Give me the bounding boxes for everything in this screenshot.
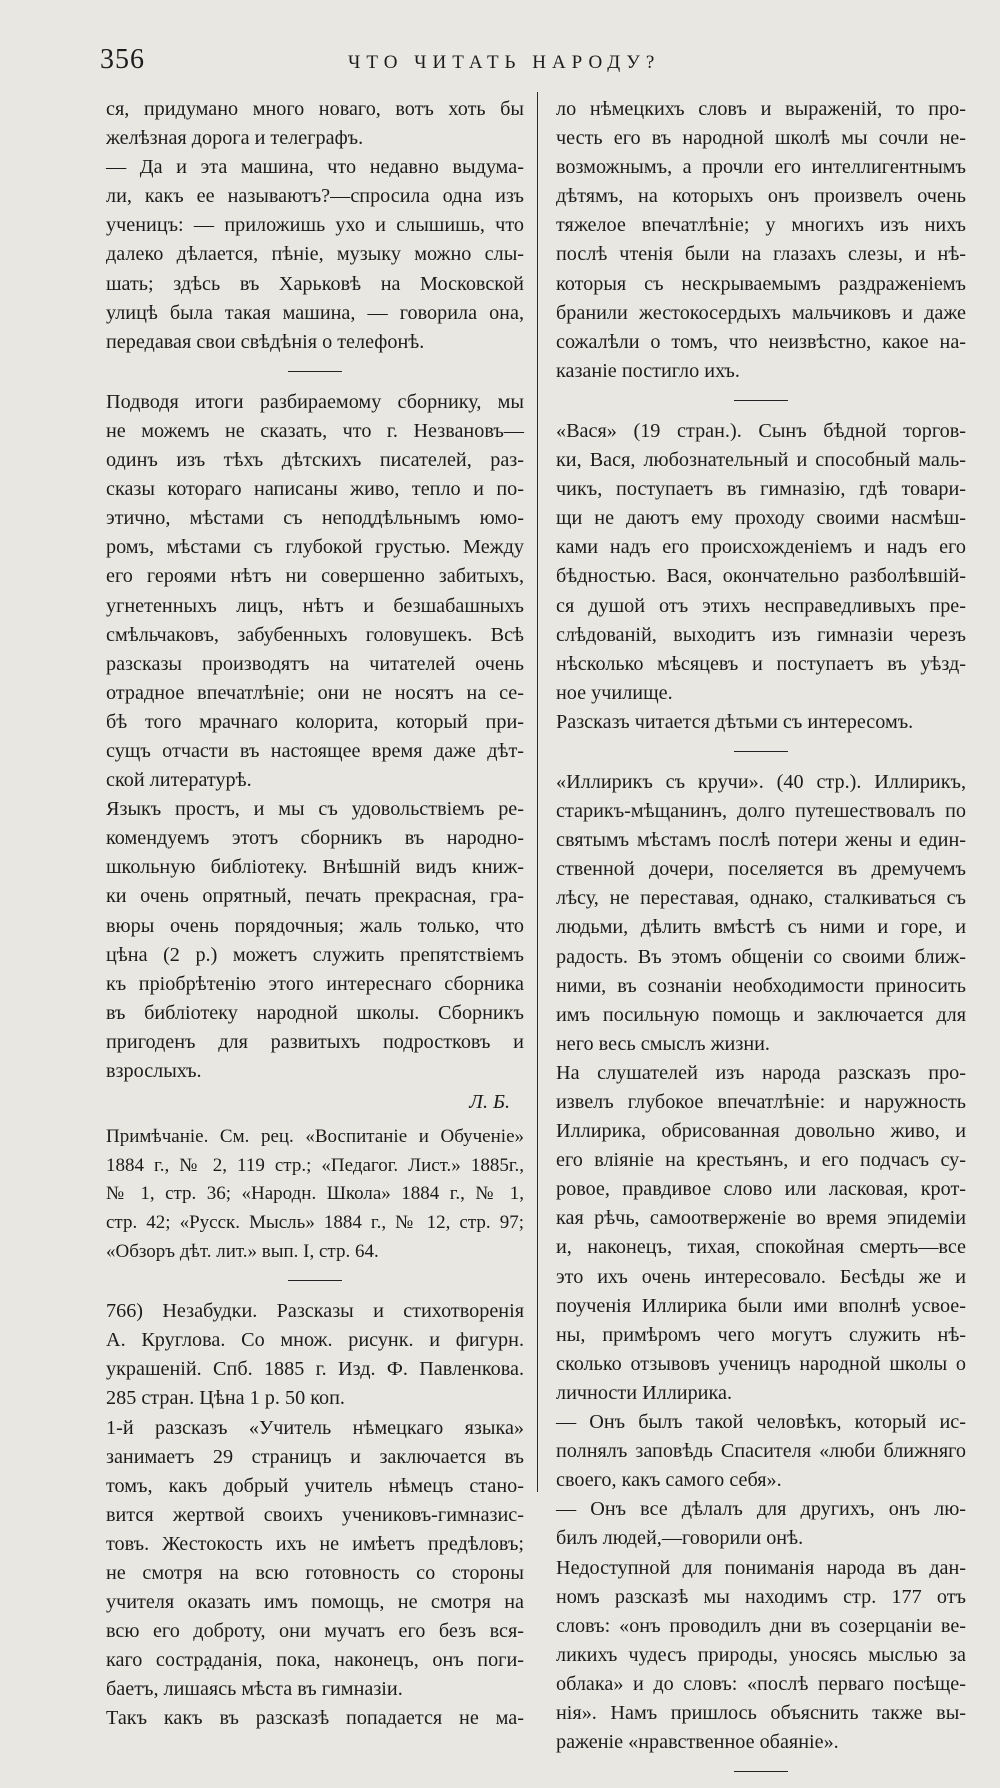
text-line: его героями нѣтъ ни совершенно забитыхъ, (106, 565, 524, 588)
text-line: сожалѣли о томъ, что неизвѣстно, какое на- (556, 330, 966, 353)
text-line: старикъ-мѣщанинъ, долго путешествовалъ по (556, 800, 966, 823)
text-line: билъ людей,—говорили онѣ. (556, 1527, 804, 1550)
text-line: взрослыхъ. (106, 1060, 202, 1082)
text-line: извелъ глубокое впечатлѣніе: и наружность (556, 1091, 966, 1113)
section-separator (734, 751, 788, 752)
text-line: улицѣ была такая машина, — говорила она, (106, 301, 524, 324)
text-line: Подводя итоги разбираемому сборнику, мы (106, 390, 524, 413)
text-line: ровое, правдивое слово или ласковая, крот- (556, 1178, 966, 1201)
text-line: бранили жестокосердыхъ мальчиковъ и даже (556, 301, 966, 324)
text-line: его вліяніе на крестьянъ, и его подчасъ су- (556, 1149, 966, 1172)
section-separator (288, 371, 342, 372)
right-column (556, 95, 966, 1788)
text-line: желѣзная дорога и телеграфъ. (106, 127, 364, 150)
text-line: «Иллирикъ съ кручи». (40 стр.). Иллирикъ, (556, 770, 966, 793)
text-line: ними, въ сознаніи необходимости приносить (556, 974, 966, 997)
text-line: ликихъ чудесъ природы, уносясь мыслью за (556, 1643, 966, 1666)
section-separator (734, 1771, 788, 1772)
text-line: каго сострạданія, пока, наконецъ, онъ поги- (106, 1649, 524, 1672)
text-line: дѣтямъ, на которыхъ онъ произвелъ очень (556, 185, 966, 208)
text-line: ное училище. (556, 681, 673, 704)
text-line: личности Иллирика. (556, 1381, 733, 1404)
text-line: этично, мѣстами съ неподдѣльнымъ юмо- (106, 507, 524, 530)
text-line: шать; здѣсь въ Харьковѣ на Московской (106, 272, 524, 295)
text-line: которыя съ нескрываемымъ раздраженіемъ (556, 272, 966, 295)
text-line: возможнымъ, а прочли его интеллигентнымъ (556, 156, 966, 179)
text-line: Разсказъ читается дѣтьми съ интересомъ. (556, 710, 914, 733)
text-line: слѣдованій, выходитъ изъ гимназіи черезъ (556, 623, 966, 646)
text-line: нія». Намъ пришлось объяснить также вы- (556, 1701, 966, 1724)
running-title: ЧТО ЧИТАТЬ НАРОДУ? (348, 52, 661, 73)
text-line: ся, придумано много новаго, вотъ хоть бы (106, 98, 524, 120)
text-line: ли, какъ ее называютъ?—спросила одна изъ (106, 185, 524, 208)
text-line: не смотря на всю готовность со стороны (106, 1562, 524, 1584)
text-line: ны, примѣромъ чего могутъ служить нѣ- (556, 1323, 966, 1346)
note-line: Примѣчаніе. См. рец. «Воспитаніе и Обученіе» (106, 1126, 524, 1148)
text-line: него весь смыслъ жизни. (556, 1032, 770, 1055)
author-signature: Л. Б. (469, 1091, 510, 1114)
text-line: поученія Иллирика были ими вполнѣ усвое- (556, 1294, 966, 1317)
note-line: № 1, стр. 36; «Народн. Школа» 1884 г., № 1, (106, 1183, 524, 1205)
text-line: Языкъ простъ, и мы съ удовольствіемъ ре- (106, 798, 524, 821)
text-line: — Да и эта машина, что недавно выдума- (106, 156, 524, 179)
text-line: Иллирика, обрисованная довольно живо, и (556, 1120, 966, 1143)
left-column (106, 95, 524, 1734)
text-line: сущъ отчасти въ настоящее время даже дѣт- (106, 739, 524, 762)
text-line: ло нѣмецкихъ словъ и выраженій, то про- (556, 98, 966, 120)
text-line: своего, какъ самого себя». (556, 1469, 782, 1492)
text-line: цѣна (2 р.) можетъ служить препятствіемъ (106, 943, 524, 966)
text-line: далеко дѣлается, пѣніе, музыку можно слы- (106, 243, 524, 266)
text-line: вюры очень порядочныя; жаль только, что (106, 914, 524, 937)
text-line: вится жертвой своихъ учениковъ-гимназис- (106, 1503, 524, 1526)
text-line: — Онъ былъ такой человѣкъ, который ис- (556, 1411, 966, 1434)
text-line: ской литературѣ. (106, 769, 252, 792)
text-line: чикъ, поступаетъ въ гимназію, гдѣ товари- (556, 478, 966, 501)
text-line: ками надъ его происхожденіемъ и надъ его (556, 536, 966, 559)
text-line: въ библіотеку народной школы. Сборникъ (106, 1001, 524, 1024)
text-line: ки очень опрятный, печать прекрасная, гра- (106, 885, 524, 908)
text-line: А. Круглова. Со множ. рисунк. и фигурн. (106, 1329, 524, 1352)
text-line: полнялъ заповѣдь Спасителя «люби ближняго (556, 1440, 966, 1463)
text-line: Такъ какъ въ разсказѣ попадается не ма- (106, 1707, 524, 1730)
section-separator (288, 1280, 342, 1281)
column-divider (537, 92, 538, 1492)
text-line: честь его въ народной школѣ мы сочли не- (556, 127, 966, 150)
text-line: передавая свои свѣдѣнія о телефонѣ. (106, 330, 425, 353)
text-line: занимаетъ 29 страницъ и заключается въ (106, 1445, 524, 1468)
text-line: ся душой отъ этихъ несправедливыхъ пре- (556, 594, 966, 617)
note-line: 1884 г., № 2, 119 стр.; «Педагог. Лист.» 1885г., (106, 1154, 524, 1176)
text-line: баетъ, лишаясь мѣста въ гимназіи. (106, 1678, 403, 1701)
text-line: облака» и до словъ: «послѣ перваго посѣще- (556, 1672, 966, 1695)
text-line: «Вася» (19 стран.). Сынъ бѣдной торгов- (556, 419, 966, 442)
text-line: радость. Въ этомъ общеніи со своими ближ- (556, 945, 966, 968)
text-line: это ихъ очень интересовало. Бесѣды же и (556, 1265, 966, 1288)
text-line: ки, Вася, любознательный и способный маль- (556, 449, 966, 472)
text-line: людьми, дѣлить вмѣстѣ съ ними и горе, и (556, 916, 966, 939)
text-line: имъ посильную помощь и заключается для (556, 1003, 966, 1026)
text-line: нѣсколько мѣсяцевъ и поступаетъ въ уѣзд- (556, 652, 966, 675)
text-line: тяжелое впечатлѣніе; у многихъ изъ нихъ (556, 214, 966, 237)
text-line: разсказы производятъ на читателей очень (106, 652, 524, 675)
text-line: пригоденъ для развитыхъ подростковъ и (106, 1030, 524, 1053)
text-line: номъ разсказѣ мы находимъ стр. 177 отъ (556, 1585, 966, 1608)
text-line: и, наконецъ, тихая, спокойная смерть—все (556, 1236, 966, 1259)
text-line: ромъ, мѣстами съ глубокой грустью. Между (106, 536, 524, 559)
text-line: бѣ того мрачнаго колорита, который при- (106, 710, 524, 733)
text-line: щи не даютъ ему проходу своими насмѣш- (556, 507, 966, 530)
text-line: угнетенныхъ лицъ, нѣтъ и безшабашныхъ (106, 594, 524, 617)
text-line: бѣдностью. Вася, окончательно разболѣвшій- (556, 565, 966, 588)
text-line: словъ: «онъ проводилъ дни въ созерцаніи ве- (556, 1614, 966, 1637)
text-line: смѣльчаковъ, забубенныхъ головушекъ. Всѣ (106, 623, 524, 646)
text-line: — Онъ все дѣлалъ для другихъ, онъ лю- (556, 1498, 966, 1521)
text-line: ственной дочери, поселяется въ дремучемъ (556, 858, 966, 881)
section-separator (734, 400, 788, 401)
text-line: украшеній. Спб. 1885 г. Изд. Ф. Павленкова. (106, 1358, 524, 1381)
text-line: учителя оказать имъ помощь, не смотря на (106, 1591, 524, 1614)
text-line: 1-й разсказъ «Учитель нѣмецкаго языка» (106, 1416, 524, 1439)
text-line: казаніе постигло ихъ. (556, 359, 740, 382)
text-line: сколько отзывовъ ученицъ народной школы о (556, 1352, 966, 1375)
text-line: сказы котораго написаны живо, тепло и по- (106, 478, 524, 501)
text-line: комендуемъ этотъ сборникъ въ народно- (106, 827, 524, 850)
text-line: Недоступной для пониманія народа въ дан- (556, 1556, 966, 1579)
note-line: стр. 42; «Русск. Мысль» 1884 г., № 12, стр. 97; (106, 1211, 524, 1233)
text-line: лѣсу, не переставая, однако, сталкиваться съ (556, 887, 966, 910)
text-line: На слушателей изъ народа разсказъ про- (556, 1061, 966, 1084)
note-line: «Обзоръ дѣт. лит.» вып. I, стр. 64. (106, 1240, 379, 1262)
text-line: товъ. Жестокость ихъ не имѣетъ предѣловъ; (106, 1532, 524, 1555)
text-line: 766) Незабудки. Разсказы и стихотворенія (106, 1300, 524, 1323)
page-number: 356 (100, 44, 145, 75)
text-line: одинъ изъ тѣхъ дѣтскихъ писателей, раз- (106, 449, 524, 472)
text-line: 285 стран. Цѣна 1 р. 50 коп. (106, 1387, 345, 1410)
text-line: раженіе «нравственное обаяніе». (556, 1731, 839, 1754)
text-line: всю его доброту, они мучатъ его безъ вся- (106, 1620, 524, 1643)
text-line: школьную библіотеку. Внѣшній видъ книж- (106, 856, 524, 879)
text-line: кая рѣчь, самоотверженіе во время эпидеміи (556, 1207, 966, 1230)
text-line: послѣ чтенія были на глазахъ слезы, и нѣ- (556, 243, 966, 266)
text-line: ученицъ: — приложишь ухо и слышишь, что (106, 214, 524, 237)
text-line: къ пріобрѣтенію этого интереснаго сборника (106, 972, 524, 995)
text-line: отрадное впечатлѣніе; они не носятъ на се- (106, 681, 524, 704)
text-line: не можемъ не сказать, что г. Незвановъ— (106, 419, 524, 442)
text-line: святымъ мѣстамъ послѣ потери жены и един- (556, 829, 966, 852)
text-line: томъ, какъ добрый учитель нѣмецъ стано- (106, 1474, 524, 1497)
page-header (100, 44, 920, 84)
